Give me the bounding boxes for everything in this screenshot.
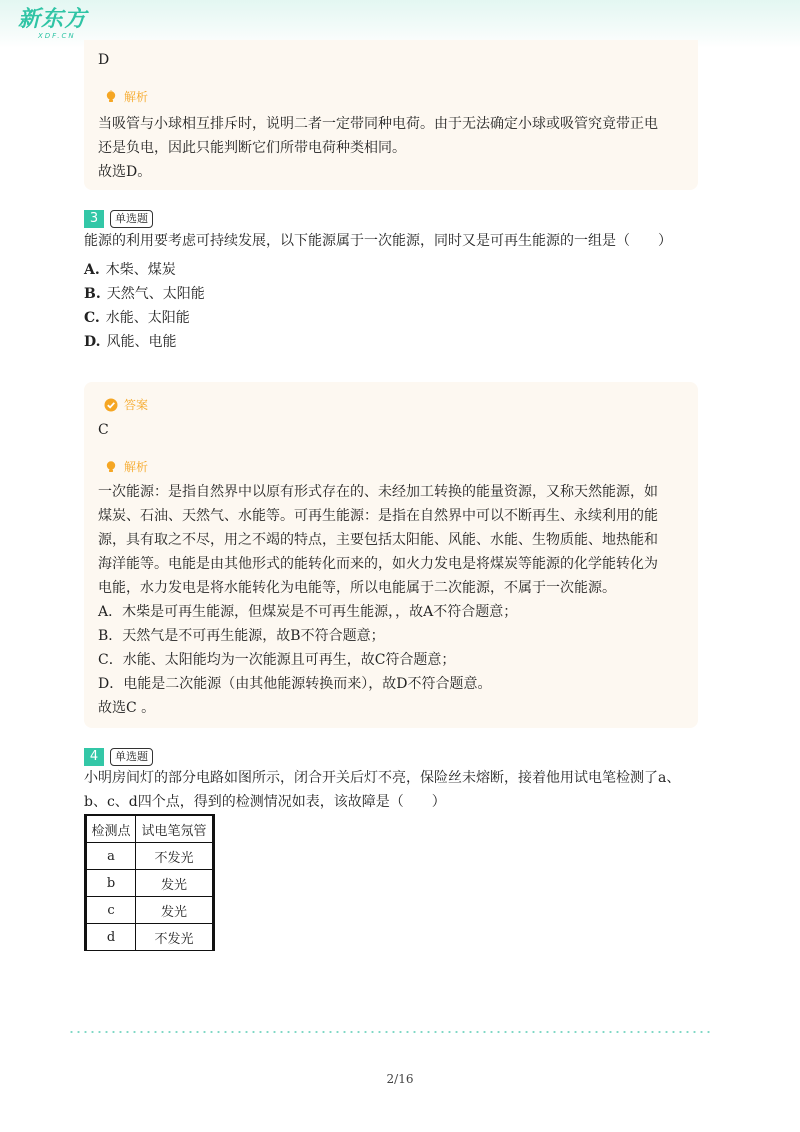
q2-analysis-line: 当吸管与小球相互排斥时，说明二者一定带同种电荷。由于无法确定小球或吸管究竟带正电	[98, 116, 658, 132]
q3-option-d[interactable]	[84, 331, 177, 351]
table-cell: a	[86, 843, 136, 870]
table-header-cell: 检测点	[86, 815, 136, 843]
q3-analysis-line: A．木柴是可再生能源，但煤炭是不可再生能源，，故A不符合题意；	[98, 604, 518, 620]
q4-stem-line: 小明房间灯的部分电路如图所示，闭合开关后灯不亮，保险丝未熔断，接着他用试电笔检测了a、	[84, 770, 681, 786]
q4-header	[84, 748, 153, 766]
table-row	[86, 897, 214, 924]
q3-analysis-heading	[104, 458, 148, 475]
option-letter: B.	[84, 286, 101, 302]
q3-header	[84, 210, 153, 228]
q3-answer-heading	[104, 396, 148, 413]
q2-analysis-heading	[104, 88, 148, 105]
option-text: 水能、太阳能	[105, 310, 190, 326]
q4-stem-line: b、c、d四个点，得到的检测情况如表，该故障是（ ）	[84, 794, 446, 810]
q3-option-a[interactable]	[84, 259, 176, 279]
footer-divider	[68, 1031, 710, 1033]
q3-analysis-line: 源，具有取之不尽，用之不竭的特点，主要包括太阳能、风能、水能、生物质能、地热能和	[98, 532, 658, 548]
option-text: 天然气、太阳能	[106, 286, 205, 302]
table-cell: 发光	[136, 870, 214, 897]
q3-answer: C	[98, 422, 109, 438]
q3-analysis-line: C．水能、太阳能均为一次能源且可再生，故C符合题意；	[98, 652, 456, 668]
table-cell: b	[86, 870, 136, 897]
q4-stem	[84, 766, 684, 814]
option-text: 木柴、煤炭	[105, 262, 176, 278]
q3-number-badge: 3	[84, 210, 104, 228]
table-cell: d	[86, 924, 136, 951]
q4-number-badge: 4	[84, 748, 104, 766]
table-header-cell: 试电笔氖管	[136, 815, 214, 843]
q2-analysis-line: 故选D。	[98, 164, 152, 180]
q3-analysis-line: 故选C 。	[98, 700, 156, 716]
q2-solution-card	[84, 40, 698, 190]
table-cell: 发光	[136, 897, 214, 924]
q3-solution-card	[84, 382, 698, 728]
q3-analysis-label: 解析	[124, 460, 149, 474]
q3-analysis-text	[98, 480, 688, 720]
option-letter: D.	[84, 334, 101, 350]
table-cell: 不发光	[136, 843, 214, 870]
q3-analysis-line: D．电能是二次能源（由其他能源转换而来），故D不符合题意。	[98, 676, 492, 692]
option-text: 风能、电能	[106, 334, 177, 350]
q3-analysis-line: 一次能源：是指自然界中以原有形式存在的、未经加工转换的能量资源，又称天然能源，如	[98, 484, 658, 500]
q2-analysis-label: 解析	[124, 90, 149, 104]
table-row	[86, 924, 214, 951]
table-cell: 不发光	[136, 924, 214, 951]
q3-option-c[interactable]	[84, 307, 190, 327]
table-row	[86, 843, 214, 870]
q3-answer-label: 答案	[124, 398, 149, 412]
lightbulb-icon	[104, 460, 118, 474]
q2-answer: D	[98, 52, 110, 68]
lightbulb-icon	[104, 90, 118, 104]
q3-option-b[interactable]	[84, 283, 205, 303]
q3-analysis-line: 煤炭、石油、天然气、水能等。可再生能源：是指在自然界中可以不断再生、永续利用的能	[98, 508, 658, 524]
logo	[18, 8, 87, 40]
q4-detection-table	[84, 814, 215, 951]
q3-analysis-line: 海洋能等。电能是由其他形式的能转化而来的，如火力发电是将煤炭等能源的化学能转化为	[98, 556, 658, 572]
q3-analysis-line: B．天然气是不可再生能源，故B不符合题意；	[98, 628, 385, 644]
q3-type-tag: 单选题	[110, 210, 153, 228]
option-letter: C.	[84, 310, 100, 326]
check-badge-icon	[104, 398, 118, 412]
table-header-row	[86, 815, 214, 843]
q3-stem: 能源的利用要考虑可持续发展，以下能源属于一次能源，同时又是可再生能源的一组是（ ）	[84, 233, 672, 249]
table-cell: c	[86, 897, 136, 924]
q4-type-tag: 单选题	[110, 748, 153, 766]
page-number: 2/16	[386, 1072, 414, 1086]
table-row	[86, 870, 214, 897]
q2-analysis-text	[98, 112, 688, 184]
q3-analysis-line: 电能，水力发电是将水能转化为电能等，所以电能属于二次能源，不属于一次能源。	[98, 580, 616, 596]
logo-text: 新东方	[18, 7, 88, 32]
q2-analysis-line: 还是负电，因此只能判断它们所带电荷种类相同。	[98, 140, 406, 156]
option-letter: A.	[84, 262, 100, 278]
logo-subtext: XDF.CN	[38, 32, 76, 40]
